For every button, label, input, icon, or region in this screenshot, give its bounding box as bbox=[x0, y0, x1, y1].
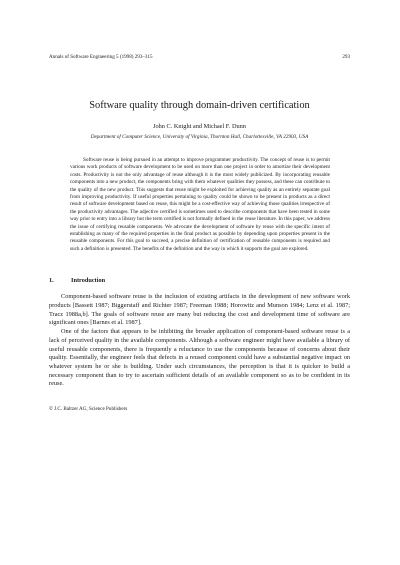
abstract: Software reuse is being pursued in an attempt to improve programmer productivity. The concept of reuse is to permit various work products of software development to be used on more than one project in order to amortize their development costs. Productivity is not the only advantage of reuse although it is the most widely publicized. By incorporating reusable components into a new product, the components bring with them whatever qualities they possess, and these can contribute to the quality of the new product. This suggests that reuse might be exploited for achieving quality as an entirely separate goal from improving productivity. If useful properties pertaining to quality could be shown to be present in products as a direct result of software development based on reuse, this might be a cost-effective way of achieving those qualities irrespective of the productivity advantages. The adjective certified is sometimes used to describe components that have been tested in some way prior to entry into a library but the term certified is not formally defined in the reuse literature. In this paper, we address the issue of certifying reusable components. We advocate the development of software by reuse with the specific intent of establishing as many of the required properties in the final product as possible by depending upon properties present in the reusable components. For this goal to succeed, a precise definition of certification of reusable components is required and such a definition is presented. The benefits of the definition and the way in which it supports the goal are explored. bbox=[70, 157, 330, 252]
copyright-notice: © J.C. Baltzer AG, Science Publishers bbox=[49, 406, 128, 413]
section-heading bbox=[49, 277, 350, 285]
author-affiliation: Department of Computer Science, University of Virginia, Thornton Hall, Charlottesville, VA 22903, USA bbox=[90, 134, 309, 140]
section-title: Introduction bbox=[71, 277, 106, 285]
body-paragraph-2: One of the factors that appears to be inhibiting the broader application of component-based software reuse is a lack of perceived quality in the available components. Although a software engineer might have available a library of useful reusable components, there is frequently a reluctance to use the components because of concerns about their quality. Essentially, the engineer feels that defects in a reused component could have a substantial negative impact on whatever system he or she is building. Under such circumstances, the perception is that it is quicker to build a necessary component than to try to ascertain sufficient details of an available component so as to be confident in its reuse. bbox=[49, 328, 350, 388]
journal-citation: Annals of Software Engineering 5 (1998) 293–315 bbox=[49, 54, 153, 60]
author-list: John C. Knight and Michael F. Dunn bbox=[153, 123, 246, 130]
paper-title: Software quality through domain-driven certification bbox=[89, 100, 310, 111]
running-head bbox=[49, 54, 350, 61]
section-number: 1. bbox=[49, 277, 54, 285]
page-number: 293 bbox=[342, 54, 350, 60]
body-paragraph-1: Component-based software reuse is the inclusion of existing artifacts in the development of new software work products [Bassett 1987; Biggerstaff and Richter 1987; Freeman 1988; Horowitz and Munson 1984; Lenz et al. 1987; Tracz 1988a,b]. The goals of software reuse are many but reducing the cost and development time of software are significant ones [Barnes et al. 1987]. bbox=[49, 293, 350, 327]
